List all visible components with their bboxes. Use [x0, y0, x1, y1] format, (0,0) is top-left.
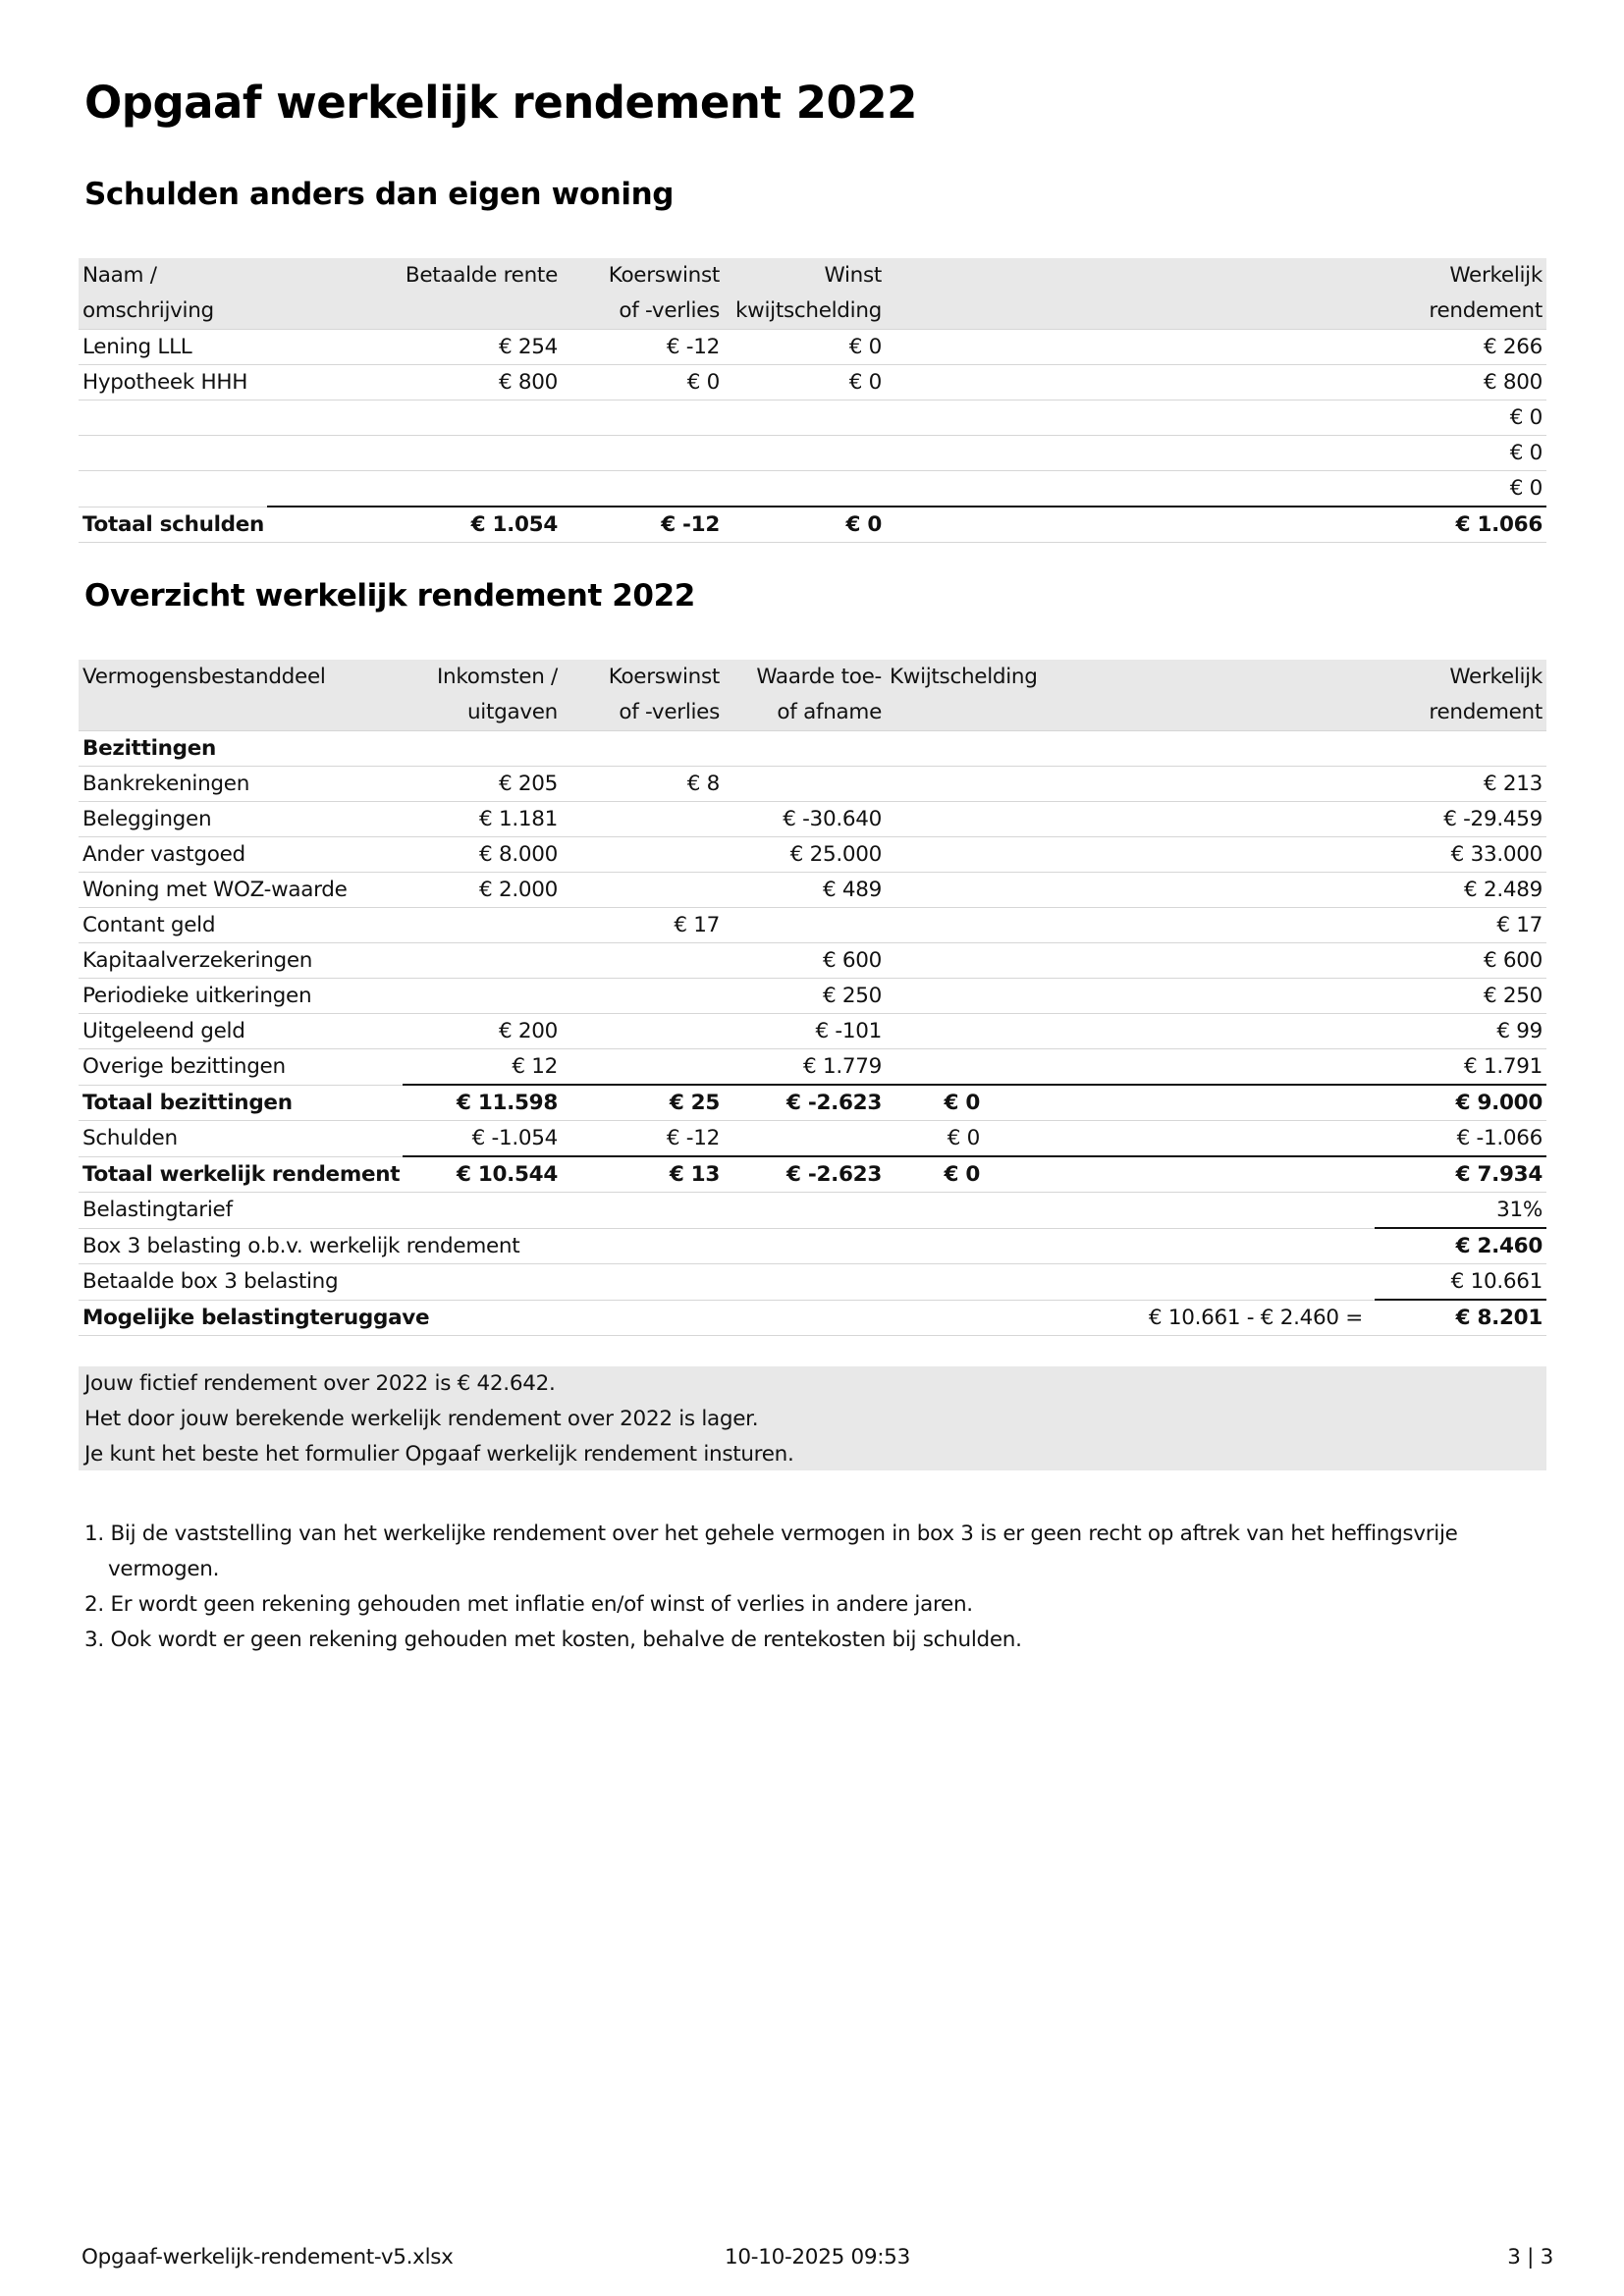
cell-empty [1051, 873, 1375, 908]
footer-page-number: 3 | 3 [1507, 2245, 1553, 2269]
table-row [79, 436, 1546, 471]
cell-empty [1375, 731, 1546, 767]
row-price-gain [562, 1049, 724, 1086]
cell-empty [1051, 767, 1375, 802]
footnote-item: 3. Ook wordt er geen rekening gehouden met kosten, behalve de rentekosten bij schulden. [84, 1628, 1022, 1652]
row-actual-return: € 250 [1375, 979, 1546, 1014]
row-spacer [886, 365, 1375, 400]
row-value-change: € 1.779 [724, 1049, 886, 1086]
total-waiver-gain: € 0 [724, 507, 886, 543]
row-name: Woning met WOZ-waarde [79, 873, 403, 908]
row-price-gain: € 8 [562, 767, 724, 802]
total-paid-interest: € 1.054 [267, 507, 562, 543]
table-row [79, 767, 1546, 802]
row-income: € 8.000 [403, 837, 562, 873]
row-actual-return: € 0 [1375, 471, 1546, 507]
col-header-income: Inkomsten / uitgaven [403, 660, 562, 731]
total-actual-return: € 1.066 [1375, 507, 1546, 543]
conclusion-line: Jouw fictief rendement over 2022 is € 42.642. [84, 1371, 556, 1396]
col-header-name: Naam / omschrijving [79, 258, 267, 330]
row-price-gain: € 0 [562, 365, 724, 400]
total-return-income: € 10.544 [403, 1156, 562, 1193]
row-name: Contant geld [79, 908, 403, 943]
table-row [79, 365, 1546, 400]
col-header-actual-return: Werkelijk rendement [1375, 660, 1546, 731]
row-actual-return: € -29.459 [1375, 802, 1546, 837]
box3-tax-paid-row [79, 1264, 1546, 1301]
debts-table-header [79, 258, 1546, 330]
total-assets-waiver: € 0 [886, 1085, 1051, 1121]
row-name [79, 436, 267, 471]
row-value-change [724, 767, 886, 802]
row-name: Ander vastgoed [79, 837, 403, 873]
overview-table-header [79, 660, 1546, 731]
debts-value-change [724, 1121, 886, 1157]
row-name: Lening LLL [79, 330, 267, 365]
row-actual-return: € 33.000 [1375, 837, 1546, 873]
row-income [403, 979, 562, 1014]
cell-empty [1051, 1085, 1375, 1121]
page-title: Opgaaf werkelijk rendement 2022 [84, 77, 917, 129]
row-spacer [886, 471, 1375, 507]
row-value-change: € -30.640 [724, 802, 886, 837]
possible-refund-value: € 8.201 [1375, 1300, 1546, 1336]
total-assets-label: Totaal bezittingen [79, 1085, 403, 1121]
col-header-spacer [886, 258, 1375, 330]
row-waiver [886, 979, 1051, 1014]
row-waiver [886, 837, 1051, 873]
row-income: € 205 [403, 767, 562, 802]
conclusion-line: Het door jouw berekende werkelijk rendement over 2022 is lager. [84, 1407, 759, 1431]
group-row [79, 731, 1546, 767]
cell-empty [403, 731, 562, 767]
cell-empty [1051, 837, 1375, 873]
debts-row [79, 1121, 1546, 1157]
tax-rate-row [79, 1193, 1546, 1229]
debts-waiver: € 0 [886, 1121, 1051, 1157]
row-name: Beleggingen [79, 802, 403, 837]
row-name [79, 471, 267, 507]
col-header-price-gain: Koerswinst of -verlies [562, 660, 724, 731]
col-header-price-gain: Koerswinst of -verlies [562, 258, 724, 330]
box3-tax-paid-label: Betaalde box 3 belasting [79, 1264, 1375, 1301]
total-assets-row [79, 1085, 1546, 1121]
row-value-change: € 600 [724, 943, 886, 979]
row-waiver [886, 873, 1051, 908]
cell-empty [1051, 731, 1375, 767]
row-actual-return: € 17 [1375, 908, 1546, 943]
row-actual-return: € 2.489 [1375, 873, 1546, 908]
box3-tax-actual-row [79, 1228, 1546, 1264]
col-header-component: Vermogensbestanddeel [79, 660, 403, 731]
group-label: Bezittingen [79, 731, 403, 767]
total-return-label: Totaal werkelijk rendement [79, 1156, 403, 1193]
row-actual-return: € 1.791 [1375, 1049, 1546, 1086]
cell-empty [1051, 943, 1375, 979]
table-row [79, 873, 1546, 908]
row-income: € 1.181 [403, 802, 562, 837]
possible-refund-formula: € 10.661 - € 2.460 = [1051, 1300, 1375, 1336]
row-income: € 12 [403, 1049, 562, 1086]
row-waiver-gain [724, 400, 886, 436]
table-row [79, 802, 1546, 837]
table-row [79, 837, 1546, 873]
row-actual-return: € 600 [1375, 943, 1546, 979]
footnote-item: 1. Bij de vaststelling van het werkelijke rendement over het gehele vermogen in box 3 is er geen recht op aftrek van het heffingsvrije vermogen. [84, 1522, 1458, 1581]
row-price-gain [562, 943, 724, 979]
cell-empty [1051, 1121, 1375, 1157]
table-row [79, 908, 1546, 943]
cell-empty [1051, 1156, 1375, 1193]
debts-label: Schulden [79, 1121, 403, 1157]
total-return-value-change: € -2.623 [724, 1156, 886, 1193]
col-header-paid-interest: Betaalde rente [267, 258, 562, 330]
row-actual-return: € 213 [1375, 767, 1546, 802]
row-income [403, 943, 562, 979]
row-price-gain [562, 1014, 724, 1049]
row-waiver [886, 908, 1051, 943]
tax-rate-label: Belastingtarief [79, 1193, 1375, 1229]
row-paid-interest: € 800 [267, 365, 562, 400]
conclusion-box [79, 1366, 1546, 1470]
row-name: Bankrekeningen [79, 767, 403, 802]
row-price-gain [562, 400, 724, 436]
footnotes-list [84, 1517, 1538, 1658]
total-assets-value-change: € -2.623 [724, 1085, 886, 1121]
debts-table [79, 258, 1546, 543]
total-label: Totaal schulden [79, 507, 267, 543]
table-row [79, 400, 1546, 436]
row-price-gain: € 17 [562, 908, 724, 943]
row-income: € 2.000 [403, 873, 562, 908]
total-assets-income: € 11.598 [403, 1085, 562, 1121]
row-waiver [886, 1014, 1051, 1049]
row-spacer [886, 436, 1375, 471]
table-row [79, 979, 1546, 1014]
box3-tax-actual-label: Box 3 belasting o.b.v. werkelijk rendement [79, 1228, 1375, 1264]
row-price-gain: € -12 [562, 330, 724, 365]
row-waiver [886, 802, 1051, 837]
table-row [79, 471, 1546, 507]
conclusion-line: Je kunt het beste het formulier Opgaaf werkelijk rendement insturen. [84, 1442, 794, 1467]
row-waiver [886, 767, 1051, 802]
total-spacer [886, 507, 1375, 543]
row-actual-return: € 800 [1375, 365, 1546, 400]
row-value-change [724, 908, 886, 943]
cell-empty [1051, 979, 1375, 1014]
cell-empty [1051, 802, 1375, 837]
debts-actual-return: € -1.066 [1375, 1121, 1546, 1157]
row-waiver-gain: € 0 [724, 365, 886, 400]
row-name: Overige bezittingen [79, 1049, 403, 1086]
total-assets-actual-return: € 9.000 [1375, 1085, 1546, 1121]
row-income: € 200 [403, 1014, 562, 1049]
debts-income: € -1.054 [403, 1121, 562, 1157]
row-paid-interest: € 254 [267, 330, 562, 365]
total-return-price-gain: € 13 [562, 1156, 724, 1193]
row-actual-return: € 99 [1375, 1014, 1546, 1049]
tax-rate-value: 31% [1375, 1193, 1546, 1229]
row-price-gain [562, 837, 724, 873]
col-header-value-change: Waarde toe- of afname [724, 660, 886, 731]
table-row [79, 1049, 1546, 1086]
cell-empty [724, 731, 886, 767]
row-actual-return: € 266 [1375, 330, 1546, 365]
row-price-gain [562, 436, 724, 471]
box3-tax-paid-value: € 10.661 [1375, 1264, 1546, 1301]
box3-tax-actual-value: € 2.460 [1375, 1228, 1546, 1264]
row-price-gain [562, 471, 724, 507]
table-row [79, 943, 1546, 979]
row-spacer [886, 330, 1375, 365]
table-row [79, 1014, 1546, 1049]
cell-empty [886, 731, 1051, 767]
col-header-waiver: Kwijtschelding [886, 660, 1051, 731]
row-paid-interest [267, 400, 562, 436]
row-price-gain [562, 873, 724, 908]
possible-refund-label: Mogelijke belastingteruggave [79, 1300, 1051, 1336]
row-actual-return: € 0 [1375, 436, 1546, 471]
row-price-gain [562, 979, 724, 1014]
col-header-spacer [1051, 660, 1375, 731]
total-return-row [79, 1156, 1546, 1193]
debts-price-gain: € -12 [562, 1121, 724, 1157]
row-waiver-gain: € 0 [724, 330, 886, 365]
cell-empty [1051, 1049, 1375, 1086]
cell-empty [1051, 1014, 1375, 1049]
table-row [79, 330, 1546, 365]
total-return-waiver: € 0 [886, 1156, 1051, 1193]
possible-refund-row [79, 1300, 1546, 1336]
row-name: Hypotheek HHH [79, 365, 267, 400]
overview-section-heading: Overzicht werkelijk rendement 2022 [84, 578, 695, 614]
row-name: Uitgeleend geld [79, 1014, 403, 1049]
row-paid-interest [267, 471, 562, 507]
row-waiver-gain [724, 471, 886, 507]
col-header-actual-return: Werkelijk rendement [1375, 258, 1546, 330]
total-assets-price-gain: € 25 [562, 1085, 724, 1121]
row-waiver [886, 1049, 1051, 1086]
row-value-change: € -101 [724, 1014, 886, 1049]
row-income [403, 908, 562, 943]
total-return-actual-return: € 7.934 [1375, 1156, 1546, 1193]
row-name: Kapitaalverzekeringen [79, 943, 403, 979]
row-value-change: € 250 [724, 979, 886, 1014]
col-header-waiver-gain: Winst kwijtschelding [724, 258, 886, 330]
row-value-change: € 25.000 [724, 837, 886, 873]
row-price-gain [562, 802, 724, 837]
total-price-gain: € -12 [562, 507, 724, 543]
row-waiver [886, 943, 1051, 979]
footer-filename: Opgaaf-werkelijk-rendement-v5.xlsx [81, 2245, 454, 2269]
cell-empty [562, 731, 724, 767]
overview-table [79, 660, 1546, 1336]
cell-empty [1051, 908, 1375, 943]
row-actual-return: € 0 [1375, 400, 1546, 436]
footnote-item: 2. Er wordt geen rekening gehouden met inflatie en/of winst of verlies in andere jaren. [84, 1592, 973, 1617]
footer-datetime: 10-10-2025 09:53 [725, 2245, 910, 2269]
row-spacer [886, 400, 1375, 436]
debts-section-heading: Schulden anders dan eigen woning [84, 177, 675, 212]
row-waiver-gain [724, 436, 886, 471]
row-name [79, 400, 267, 436]
debts-total-row [79, 507, 1546, 543]
row-paid-interest [267, 436, 562, 471]
row-name: Periodieke uitkeringen [79, 979, 403, 1014]
row-value-change: € 489 [724, 873, 886, 908]
